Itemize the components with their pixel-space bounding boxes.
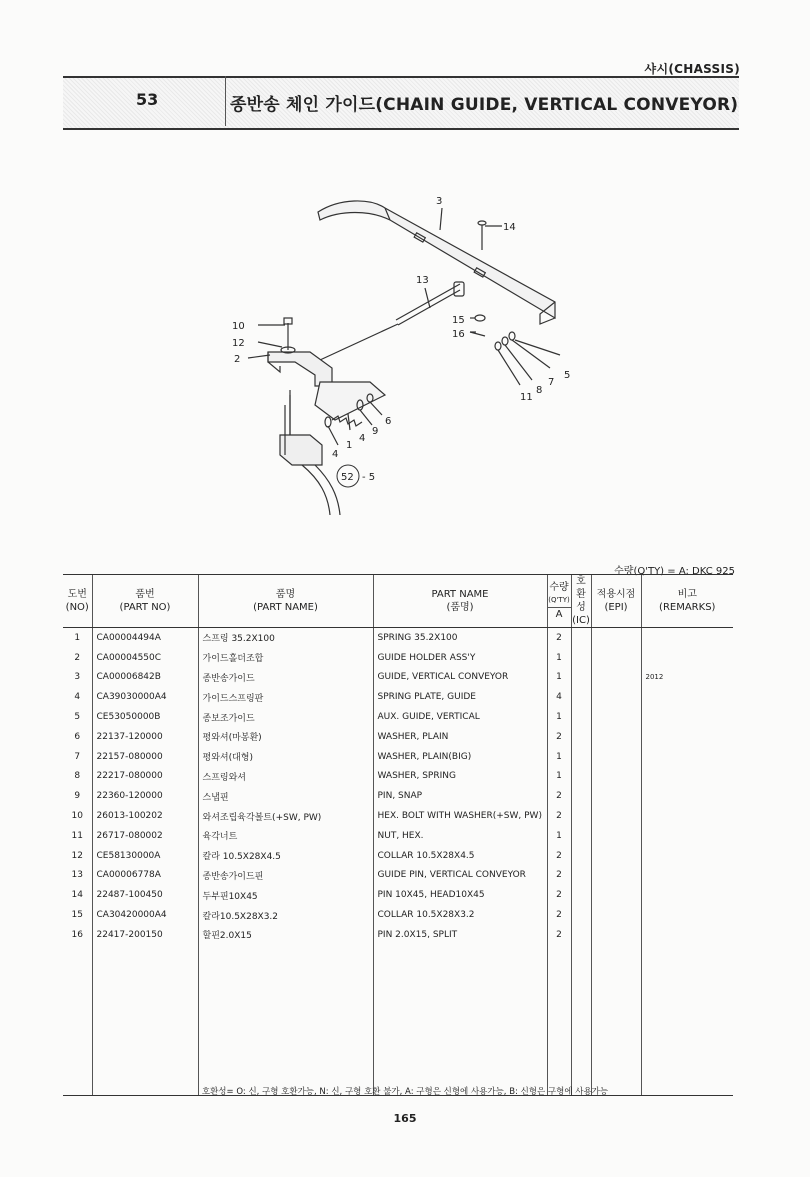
cell-part-name-kr: 스프링와셔	[198, 767, 373, 787]
cell-remarks	[641, 826, 733, 846]
cell-part-name-kr: 칼라 10.5X28X4.5	[198, 846, 373, 866]
cell-part-name-kr: 가이드홀더조합	[198, 648, 373, 668]
cell-remarks	[641, 846, 733, 866]
cell-part-name-en: WASHER, PLAIN	[373, 727, 547, 747]
cell-remarks	[641, 628, 733, 648]
cell-qty: 1	[547, 668, 571, 688]
callout-14: 14	[503, 222, 516, 233]
cell-ic	[571, 747, 591, 767]
header-qty-sub: (Q'TY)	[548, 594, 571, 608]
cell-epi	[591, 628, 641, 648]
empty-cell	[547, 945, 571, 1096]
callout-4: 4	[359, 433, 366, 444]
cell-remarks	[641, 885, 733, 905]
table-row	[63, 786, 733, 806]
cell-epi	[591, 668, 641, 688]
callout-16: 16	[452, 329, 465, 340]
cell-part-name-en: COLLAR 10.5X28X4.5	[373, 846, 547, 866]
cell-qty: 1	[547, 648, 571, 668]
cell-epi	[591, 846, 641, 866]
header-part-name-kr-label: 품명 (PART NAME)	[253, 589, 318, 613]
cell-part-no: 22417-200150	[92, 925, 198, 945]
callout-8: 8	[536, 385, 543, 396]
cell-ic	[571, 628, 591, 648]
cell-part-name-kr: 스냅핀	[198, 786, 373, 806]
cell-qty: 2	[547, 628, 571, 648]
cell-no: 6	[74, 731, 81, 742]
callout-9: 9	[372, 426, 379, 437]
empty-cell	[591, 945, 641, 1096]
table-row	[63, 866, 733, 886]
cell-part-no: 22217-080000	[92, 767, 198, 787]
empty-cell	[571, 945, 591, 1096]
cell-part-name-en: WASHER, PLAIN(BIG)	[373, 747, 547, 767]
cell-qty: 2	[547, 885, 571, 905]
cell-ic	[571, 687, 591, 707]
cell-part-name-en: PIN, SNAP	[373, 786, 547, 806]
cell-part-no: CA39030000A4	[92, 687, 198, 707]
callout-4-lower: 4	[332, 449, 339, 460]
cell-remarks	[641, 806, 733, 826]
cell-part-no: 22137-120000	[92, 727, 198, 747]
header-ic-label: 호 환 성 (IC)	[572, 576, 590, 626]
cell-part-name-kr: 육각너트	[198, 826, 373, 846]
header-qty-label: 수량	[549, 582, 569, 593]
table-row	[63, 925, 733, 945]
cell-part-no: 22360-120000	[92, 786, 198, 806]
callout-7: 7	[548, 377, 555, 388]
table-row	[63, 846, 733, 866]
cell-part-name-en: HEX. BOLT WITH WASHER(+SW, PW)	[373, 806, 547, 826]
cell-part-name-en: GUIDE HOLDER ASS'Y	[373, 648, 547, 668]
cell-epi	[591, 826, 641, 846]
parts-table	[63, 574, 733, 1096]
cell-part-no: 26013-100202	[92, 806, 198, 826]
cell-epi	[591, 806, 641, 826]
empty-cell	[92, 945, 198, 1096]
cell-ic	[571, 866, 591, 886]
cell-remarks	[641, 866, 733, 886]
cell-ic	[571, 648, 591, 668]
header-qty	[547, 575, 571, 628]
cell-part-name-en: GUIDE, VERTICAL CONVEYOR	[373, 668, 547, 688]
empty-cell	[373, 945, 547, 1096]
cell-epi	[591, 727, 641, 747]
cell-part-name-en: SPRING PLATE, GUIDE	[373, 687, 547, 707]
cell-no: 10	[71, 811, 83, 822]
callout-52: 52	[341, 472, 354, 483]
cell-qty: 2	[547, 727, 571, 747]
cell-remarks	[641, 727, 733, 747]
cell-remarks	[641, 905, 733, 925]
cell-epi	[591, 767, 641, 787]
page-number: 165	[393, 1112, 417, 1125]
cell-ic	[571, 846, 591, 866]
cell-qty: 2	[547, 925, 571, 945]
cell-qty: 4	[547, 687, 571, 707]
cell-ic	[571, 826, 591, 846]
cell-remarks: 2012	[641, 668, 733, 688]
cell-part-name-kr: 스프링 35.2X100	[198, 628, 373, 648]
table-row	[63, 648, 733, 668]
cell-no: 8	[74, 771, 81, 782]
callout-11: 11	[520, 392, 533, 403]
cell-part-name-kr: 칼라10.5X28X3.2	[198, 905, 373, 925]
cell-part-no: CA00004494A	[92, 628, 198, 648]
cell-no: 7	[74, 751, 81, 762]
cell-part-no: CE53050000B	[92, 707, 198, 727]
cell-epi	[591, 707, 641, 727]
section-title: 종반송 체인 가이드(CHAIN GUIDE, VERTICAL CONVEYOR)	[230, 95, 739, 115]
callout-6: 6	[385, 416, 392, 427]
table-row	[63, 905, 733, 925]
cell-part-no: 22487-100450	[92, 885, 198, 905]
table-row	[63, 707, 733, 727]
cell-remarks	[641, 687, 733, 707]
cell-part-name-kr: 종보조가이드	[198, 707, 373, 727]
cell-part-name-kr: 평와셔(대형)	[198, 747, 373, 767]
empty-cell	[63, 945, 92, 1096]
header-part-name-en-label: PART NAME (품명)	[431, 589, 489, 613]
header-epi	[591, 575, 641, 628]
table-filler-row	[63, 945, 733, 1096]
cell-part-name-kr: 종반송가이드	[198, 668, 373, 688]
callout-2: 2	[234, 354, 241, 365]
exploded-diagram	[220, 190, 590, 515]
header-no	[63, 575, 92, 628]
cell-qty: 1	[547, 826, 571, 846]
cell-epi	[591, 866, 641, 886]
cell-part-name-kr: 가이드스프링판	[198, 687, 373, 707]
callout-5: 5	[564, 370, 571, 381]
cell-qty: 2	[547, 846, 571, 866]
table-row	[63, 727, 733, 747]
table-row	[63, 628, 733, 648]
cell-qty: 2	[547, 866, 571, 886]
cell-part-no: CA00004550C	[92, 648, 198, 668]
callout-13: 13	[416, 275, 429, 286]
cell-qty: 1	[547, 707, 571, 727]
cell-part-no: CA30420000A4	[92, 905, 198, 925]
header-qty-a: A	[555, 609, 563, 620]
cell-no: 13	[71, 870, 83, 881]
cell-no: 16	[71, 929, 83, 940]
table-row	[63, 687, 733, 707]
cell-remarks	[641, 925, 733, 945]
header-part-name-kr	[198, 575, 373, 628]
table-row	[63, 668, 733, 688]
cell-ic	[571, 707, 591, 727]
cell-ic	[571, 806, 591, 826]
header-part-name-en	[373, 575, 547, 628]
cell-epi	[591, 905, 641, 925]
header-part-no-label: 품번 (PART NO)	[119, 589, 171, 613]
cell-epi	[591, 885, 641, 905]
header-remarks-label: 비고 (REMARKS)	[659, 589, 716, 613]
cell-remarks	[641, 786, 733, 806]
cell-part-name-en: PIN 10X45, HEAD10X45	[373, 885, 547, 905]
cell-remarks	[641, 707, 733, 727]
table-row	[63, 806, 733, 826]
cell-part-no: CA00006778A	[92, 866, 198, 886]
empty-cell	[198, 945, 373, 1096]
cell-no: 12	[71, 850, 83, 861]
cell-part-name-kr: 종반송가이드핀	[198, 866, 373, 886]
cell-part-name-en: AUX. GUIDE, VERTICAL	[373, 707, 547, 727]
cell-remarks	[641, 648, 733, 668]
cell-no: 14	[71, 890, 83, 901]
cell-remarks	[641, 747, 733, 767]
parts-table-body	[63, 628, 733, 1096]
cell-ic	[571, 925, 591, 945]
cell-epi	[591, 648, 641, 668]
cell-part-name-kr: 와셔조립육각볼트(+SW, PW)	[198, 806, 373, 826]
cell-ic	[571, 727, 591, 747]
cell-no: 5	[74, 712, 81, 723]
header-no-label: 도번 (NO)	[65, 589, 89, 613]
cell-part-name-en: COLLAR 10.5X28X3.2	[373, 905, 547, 925]
header-part-no	[92, 575, 198, 628]
cell-ic	[571, 905, 591, 925]
callout-12: 12	[232, 338, 245, 349]
section-number: 53	[136, 90, 159, 109]
cell-no: 2	[74, 652, 81, 663]
qty-note: 수량(Q'TY) = A: DKC 925	[614, 566, 735, 577]
cell-qty: 2	[547, 806, 571, 826]
cell-no: 4	[74, 692, 81, 703]
callout-5-ref: - 5	[362, 472, 376, 483]
cell-qty: 1	[547, 767, 571, 787]
callout-10: 10	[232, 321, 245, 332]
chapter-label: 샤시(CHASSIS)	[644, 62, 740, 76]
table-row	[63, 885, 733, 905]
cell-part-name-kr: 할핀2.0X15	[198, 925, 373, 945]
cell-qty: 2	[547, 905, 571, 925]
cell-qty: 1	[547, 747, 571, 767]
cell-part-no: CA00006842B	[92, 668, 198, 688]
cell-part-no: 26717-080002	[92, 826, 198, 846]
cell-part-name-en: GUIDE PIN, VERTICAL CONVEYOR	[373, 866, 547, 886]
empty-cell	[641, 945, 733, 1096]
cell-epi	[591, 786, 641, 806]
cell-epi	[591, 687, 641, 707]
header-epi-label: 적용시점 (EPI)	[596, 589, 636, 613]
cell-part-no: 22157-080000	[92, 747, 198, 767]
cell-part-name-kr: 평와셔(마봉환)	[198, 727, 373, 747]
callout-1: 1	[346, 440, 353, 451]
table-row	[63, 747, 733, 767]
cell-remarks	[641, 767, 733, 787]
cell-no: 1	[74, 632, 81, 643]
cell-part-name-en: NUT, HEX.	[373, 826, 547, 846]
title-divider	[225, 76, 226, 126]
cell-epi	[591, 925, 641, 945]
cell-no: 15	[71, 910, 83, 921]
table-row	[63, 767, 733, 787]
table-row	[63, 826, 733, 846]
cell-ic	[571, 767, 591, 787]
cell-no: 11	[71, 830, 83, 841]
cell-ic	[571, 885, 591, 905]
cell-part-name-kr: 두부핀10X45	[198, 885, 373, 905]
cell-part-name-en: WASHER, SPRING	[373, 767, 547, 787]
header-ic	[571, 575, 591, 628]
cell-qty: 2	[547, 786, 571, 806]
compatibility-footnote: 호환성= O: 신, 구형 호환가능, N: 신, 구형 호환 불가, A: 구형은 신형에 사용가능, B: 신형은 구형에 사용가능	[201, 1087, 609, 1097]
cell-no: 3	[74, 672, 81, 683]
callout-15: 15	[452, 315, 465, 326]
header-remarks	[641, 575, 733, 628]
callout-3: 3	[436, 196, 443, 207]
cell-epi	[591, 747, 641, 767]
cell-part-name-en: SPRING 35.2X100	[373, 628, 547, 648]
table-header-row	[63, 575, 733, 628]
cell-part-no: CE58130000A	[92, 846, 198, 866]
cell-ic	[571, 786, 591, 806]
cell-ic	[571, 668, 591, 688]
cell-no: 9	[74, 791, 81, 802]
cell-part-name-en: PIN 2.0X15, SPLIT	[373, 925, 547, 945]
